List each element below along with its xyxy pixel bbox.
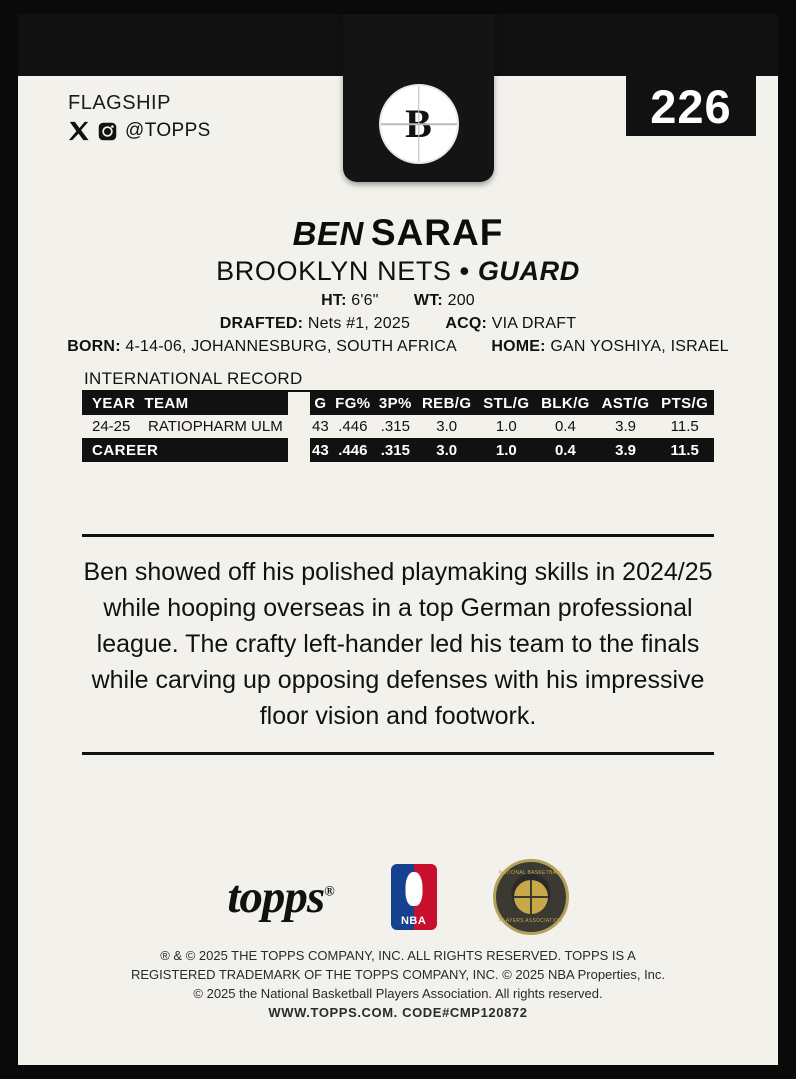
basketball-seam-horizontal	[381, 123, 457, 125]
nba-silhouette	[405, 872, 422, 906]
wt-label: WT:	[413, 292, 443, 309]
legal-line-2: REGISTERED TRADEMARK OF THE TOPPS COMPANY, INC. © 2025 NBA Properties, Inc.	[130, 967, 666, 982]
nbpa-text-top: NATIONAL BASKETBALL	[498, 870, 563, 876]
logo-row	[18, 859, 778, 935]
header-g: G	[314, 395, 327, 412]
cell-astg: 3.9	[596, 415, 656, 439]
cell-3ppct: .315	[375, 415, 416, 439]
blurb-bottom-rule	[82, 752, 714, 755]
home-label: HOME:	[491, 338, 546, 355]
blurb-top-rule	[82, 534, 714, 537]
header-spacer	[288, 392, 310, 415]
player-name	[18, 212, 778, 254]
cell-ptsg: 11.5	[655, 415, 714, 439]
cell-stlg: 1.0	[478, 415, 536, 439]
born-label: BORN:	[67, 338, 121, 355]
career-row	[82, 439, 714, 463]
player-position: GUARD	[477, 256, 580, 286]
acq-label: ACQ:	[445, 315, 488, 332]
bio-line-born-home	[18, 338, 778, 356]
career-astg: 3.9	[615, 442, 636, 459]
team-name: BROOKLYN NETS	[216, 256, 452, 286]
header-astg: AST/G	[601, 395, 650, 412]
stats-table	[82, 392, 714, 462]
team-logo-panel	[343, 14, 494, 182]
separator-dot: •	[459, 256, 470, 286]
career-label: CAREER	[92, 442, 159, 459]
legal-line-3: © 2025 the National Basketball Players Association. All rights reserved.	[193, 986, 603, 1001]
cell-blkg: 0.4	[535, 415, 596, 439]
cell-rebg: 3.0	[416, 415, 478, 439]
legal-line-1: ® & © 2025 THE TOPPS COMPANY, INC. ALL RIGHTS RESERVED. TOPPS IS A	[160, 948, 636, 963]
team-logo-icon	[379, 84, 459, 164]
x-twitter-icon	[68, 120, 90, 142]
career-spacer	[288, 439, 310, 463]
header-ptsg: PTS/G	[661, 395, 709, 412]
wt-value: 200	[447, 292, 475, 309]
top-bar-right	[494, 14, 778, 76]
ht-label: HT:	[321, 292, 347, 309]
bio-line-height-weight	[18, 292, 778, 310]
ht-value: 6'6"	[351, 292, 379, 309]
career-3ppct: .315	[380, 442, 410, 459]
nbpa-text-bottom: PLAYERS ASSOCIATION	[499, 918, 563, 924]
card-number: 226	[626, 76, 756, 136]
legal-text	[18, 946, 778, 1022]
topps-registered-mark: ®	[324, 884, 335, 900]
brand-label: FLAGSHIP	[68, 92, 171, 114]
career-rebg: 3.0	[436, 442, 458, 459]
team-position-line	[18, 256, 778, 287]
header-fgpct: FG%	[335, 395, 371, 412]
career-ptsg: 11.5	[670, 442, 699, 459]
table-row	[82, 415, 714, 439]
header-year-team: YEAR TEAM	[92, 395, 189, 412]
legal-line-4: WWW.TOPPS.COM. CODE#CMP120872	[268, 1005, 528, 1020]
nba-wordmark: NBA	[400, 915, 427, 927]
career-g: 43	[312, 442, 329, 459]
player-blurb: Ben showed off his polished playmaking skills in 2024/25 while hooping overseas in a top German professional league. The crafty left-hander led his team to the finals while carving up opposing defenses with his impressive floor vision and footwork.	[83, 558, 713, 730]
player-last-name: SARAF	[370, 212, 504, 253]
career-fgpct: .446	[338, 442, 368, 459]
home-value: GAN YOSHIYA, ISRAEL	[550, 338, 729, 355]
top-bar-left	[18, 14, 343, 76]
card-face	[18, 14, 778, 1065]
drafted-value: Nets #1, 2025	[307, 315, 411, 332]
header-stlg: STL/G	[483, 395, 530, 412]
player-first-name: BEN	[292, 215, 364, 252]
header-blkg: BLK/G	[541, 395, 590, 412]
cell-spacer	[288, 415, 310, 439]
instagram-icon	[97, 121, 118, 142]
topps-logo-icon	[227, 870, 334, 924]
career-stlg: 1.0	[495, 442, 517, 459]
topps-wordmark: topps	[227, 871, 325, 923]
cell-year: 24-25	[82, 415, 148, 439]
social-handle: @TOPPS	[125, 120, 211, 141]
nba-logo-icon	[391, 864, 437, 930]
social-row	[68, 120, 211, 142]
bio-line-drafted	[18, 315, 778, 333]
cell-g: 43	[310, 415, 331, 439]
cell-team: RATIOPHARM ULM	[148, 415, 288, 439]
drafted-label: DRAFTED:	[219, 315, 304, 332]
career-blkg: 0.4	[554, 442, 576, 459]
stats-table-wrap	[82, 392, 714, 462]
cell-fgpct: .446	[331, 415, 375, 439]
nbpa-basketball	[514, 880, 548, 914]
acq-value: VIA DRAFT	[491, 315, 577, 332]
stats-header-row	[82, 392, 714, 415]
header-rebg: REB/G	[421, 395, 472, 412]
born-value: 4-14-06, JOHANNESBURG, SOUTH AFRICA	[125, 338, 457, 355]
nbpa-logo-icon	[493, 859, 569, 935]
header-3ppct: 3P%	[378, 395, 412, 412]
stats-section-title: INTERNATIONAL RECORD	[84, 369, 303, 388]
